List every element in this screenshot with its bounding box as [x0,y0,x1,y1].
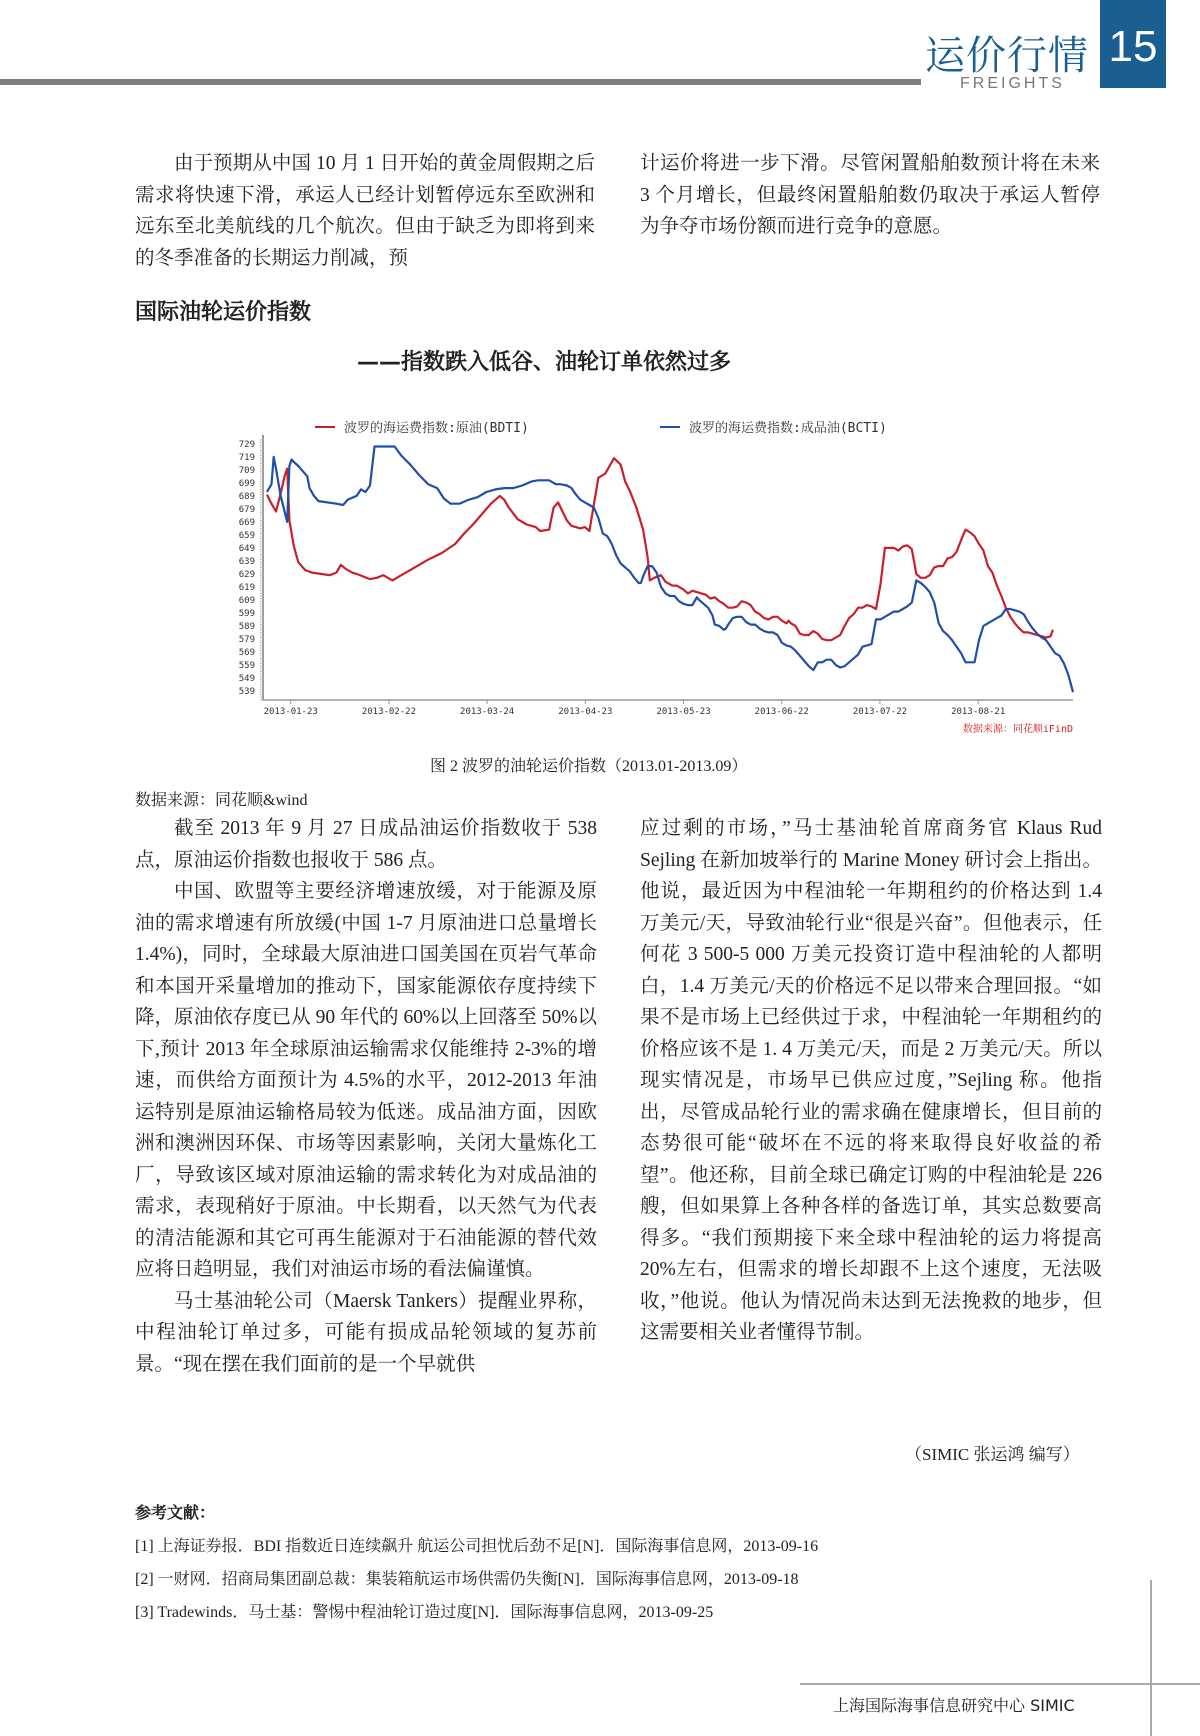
reference-item: [2] 一财网．招商局集团副总裁：集装箱航运市场供需仍失衡[N]．国际海事信息网，2013-09-18 [135,1571,799,1588]
figure-caption: 图 2 波罗的油轮运价指数（2013.01-2013.09） [430,758,748,775]
section-subtitle: FREIGHTS [960,75,1065,92]
body-right [640,813,1102,1349]
article-subtitle: ——指数跌入低谷、油轮订单依然过多 [357,350,732,375]
y-tick-label: 669 [238,517,255,528]
x-tick-label: 2013-08-21 [951,707,1006,717]
y-tick-label: 569 [238,647,255,658]
x-tick-label: 2013-07-22 [852,707,908,717]
references-title: 参考文献： [135,1503,216,1522]
body-left-p1: 截至 2013 年 9 月 27 日成品油运价指数收于 538 点，原油运价指数也报收于 586 点。 [135,818,597,871]
section-title: 运价行情 [925,33,1089,79]
footer-vertical-rule [1150,1580,1152,1736]
x-tick-label: 2013-03-24 [460,707,515,717]
header-rule [0,79,921,85]
chart [200,410,1080,740]
y-axis [239,435,263,700]
y-tick-label: 709 [238,465,255,476]
y-tick-label: 609 [238,595,255,606]
y-tick-label: 639 [238,556,255,567]
article-title: 国际油轮运价指数 [135,300,312,325]
intro-right-text: 计运价将进一步下滑。尽管闲置船舶数预计将在未来 3 个月增长，但最终闲置船舶数仍取决于承运人暂停为争夺市场份额而进行竞争的意愿。 [640,153,1100,237]
body-left-p2: 中国、欧盟等主要经济增速放缓，对于能源及原油的需求增速有所放缓(中国 1-7 月原油进口总量增长 1.4%)，同时，全球最大原油进口国美国在页岩气革命和本国开采量增加的推动下，国家能源依存度持续下降，原油依存度已从 90 年代的 60%以上回落至 50%以下,预计 2013 年全球原油运输需求仅能维持 2-3%的增速，而供给方面预计为 4.5%的水平，2012-2013 年油运特别是原油运输格局较为低迷。成品油方面，因欧洲和澳洲因环保、市场等因素影响，关闭大量炼化工厂，导致该区域对原油运输的需求转化为对成品油的需求，表现稍好于原油。中长期看，以天然气为代表的清洁能源和其它可再生能源对于石油能源的替代效应将日趋明显，我们对油运市场的看法偏谨慎。 [135,881,597,1280]
y-tick-label: 699 [238,478,255,489]
y-tick-label: 559 [238,660,255,671]
y-tick-label: 689 [238,491,255,502]
intro-left-text: 由于预期从中国 10 月 1 日开始的黄金周假期之后需求将快速下滑，承运人已经计划暂停远东至欧洲和远东至北美航线的几个航次。但由于缺乏为即将到来的冬季准备的长期运力削减，预 [135,153,595,269]
page-number: 15 [1100,0,1166,88]
y-tick-label: 719 [238,452,255,463]
y-tick-label: 629 [238,569,255,580]
body-right-p1: 应过剩的市场，”马士基油轮首席商务官 Klaus Rud Sejling 在新加坡举行的 Marine Money 研讨会上指出。他说，最近因为中程油轮一年期租约的价格达到 1.4 万美元/天，导致油轮行业“很是兴奋”。但他表示，任何花 3 500-5 000 万美元投资订造中程油轮的人都明白，1.4 万美元/天的价格远不足以带来合理回报。“如果不是市场上已经供过于求，中程油轮一年期租约的价格应该不是 1. 4 万美元/天，而是 2 万美元/天。所以现实情况是，市场早已供应过度，”Sejling 称。他指出，尽管成品轮行业的需求确在健康增长，但目前的态势很可能“破坏在不远的将来取得良好收益的希望”。他还称，目前全球已确定订购的中程油轮是 226 艘，但如果算上各种各样的备选订单，其实总数要高得多。“我们预期接下来全球中程油轮的运力将提高 20%左右，但需求的增长却跟不上这个速度，无法吸收，”他说。他认为情况尚未达到无法挽救的地步，但这需要相关业者懂得节制。 [640,818,1102,1343]
reference-item: [1] 上海证券报．BDI 指数近日连续飙升 航运公司担忧后劲不足[N]．国际海事信息网，2013-09-16 [135,1538,819,1555]
figure-source: 数据来源：同花顺&wind [135,792,308,809]
footer-org: 上海国际海事信息研究中心 SIMIC [833,1696,1075,1715]
y-tick-label: 659 [238,530,255,541]
y-tick-label: 679 [238,504,255,515]
x-tick-label: 2013-01-23 [263,707,318,717]
author-credit: （SIMIC 张运鸿 编写） [905,1445,1080,1464]
x-axis [263,700,1073,717]
legend-label-bcti: 波罗的海运费指数:成品油(BCTI) [689,421,887,436]
y-tick-label: 549 [238,673,255,684]
reference-item: [3] Tradewinds．马士基：警惕中程油轮订造过度[N]．国际海事信息网，2013-09-25 [135,1604,714,1621]
series-line-bdti [267,458,1053,640]
x-tick-label: 2013-04-23 [558,707,613,717]
y-tick-label: 599 [238,608,255,619]
y-tick-label: 589 [238,621,255,632]
chart-lines [267,447,1073,693]
body-left [135,813,597,1380]
y-tick-label: 539 [238,686,255,697]
intro-left [135,148,595,274]
x-tick-label: 2013-02-22 [361,707,417,717]
y-tick-label: 729 [238,439,255,450]
y-tick-label: 649 [238,543,255,554]
y-tick-label: 619 [238,582,255,593]
intro-right [640,148,1100,243]
legend-label-bdti: 波罗的海运费指数:原油(BDTI) [344,421,529,436]
footer-horizontal-rule [800,1683,1200,1685]
x-tick-label: 2013-05-23 [656,707,711,717]
body-left-p3: 马士基油轮公司（Maersk Tankers）提醒业界称，中程油轮订单过多，可能有损成品轮领域的复苏前景。“现在摆在我们面前的是一个早就供 [135,1290,597,1375]
chart-legend [315,420,887,436]
x-tick-label: 2013-06-22 [754,707,809,717]
series-line-bcti [267,447,1073,693]
chart-svg [200,410,1080,740]
chart-watermark: 数据来源：同花顺iFinD [962,724,1073,735]
y-tick-label: 579 [238,634,255,645]
